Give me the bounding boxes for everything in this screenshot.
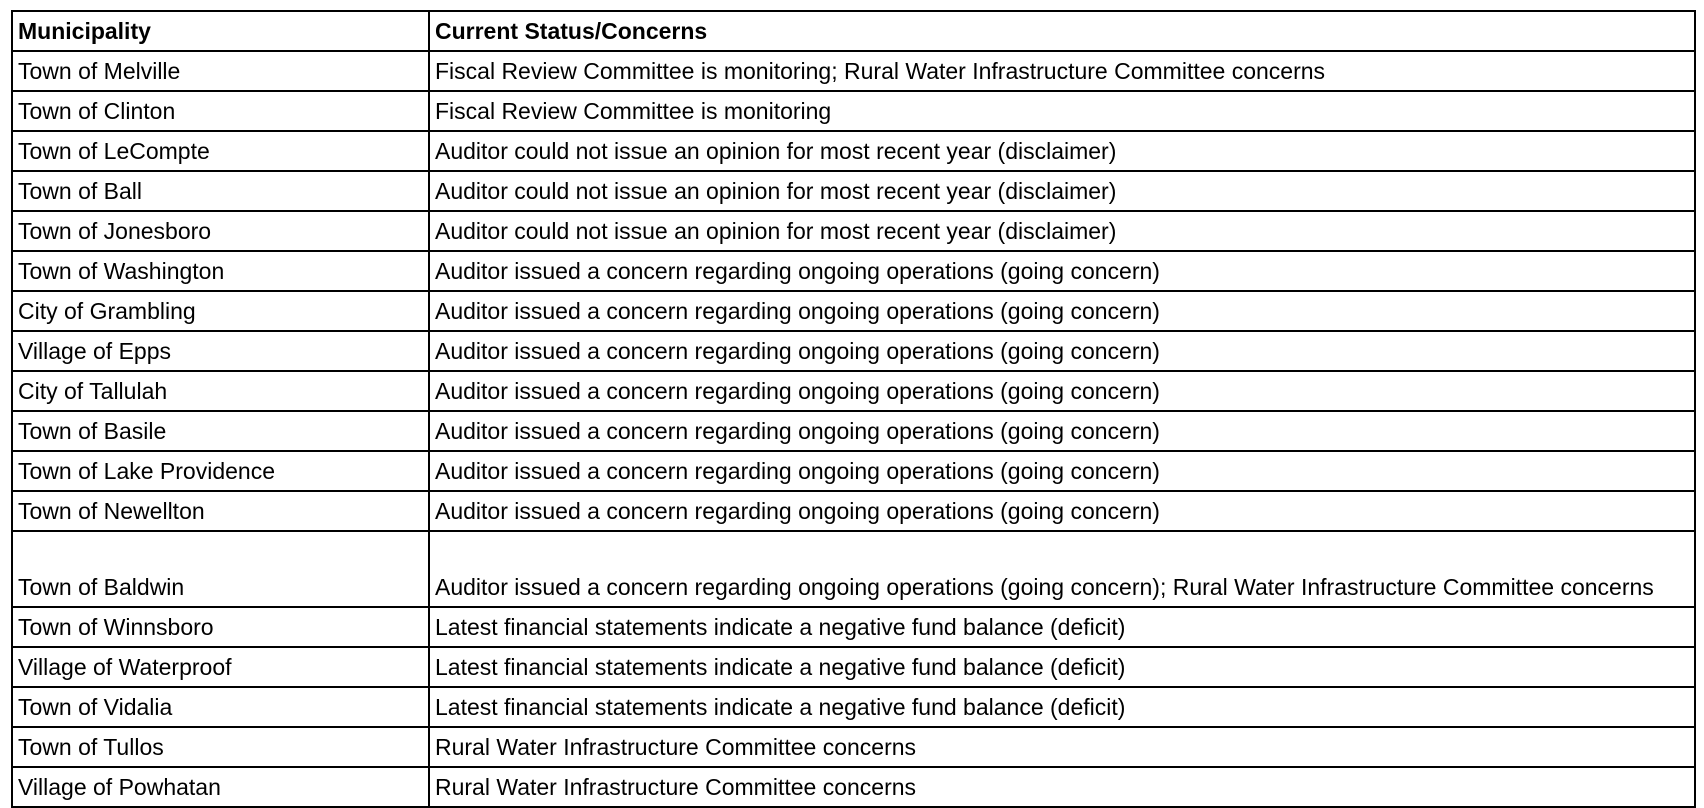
- table-row: [12, 491, 1695, 531]
- municipality-status-table-container: [11, 10, 1696, 808]
- table-row: [12, 647, 1695, 687]
- status-cell: Rural Water Infrastructure Committee concerns: [429, 767, 1695, 807]
- municipality-cell: City of Tallulah: [12, 371, 429, 411]
- table-row: [12, 371, 1695, 411]
- municipality-cell: Town of Newellton: [12, 491, 429, 531]
- status-cell: Auditor issued a concern regarding ongoing operations (going concern): [429, 411, 1695, 451]
- status-cell: Auditor issued a concern regarding ongoing operations (going concern): [429, 251, 1695, 291]
- table-row: [12, 531, 1695, 607]
- municipality-cell: Village of Epps: [12, 331, 429, 371]
- status-cell: Auditor issued a concern regarding ongoing operations (going concern): [429, 371, 1695, 411]
- municipality-cell: Town of Clinton: [12, 91, 429, 131]
- municipality-cell: Town of Tullos: [12, 727, 429, 767]
- status-cell: Auditor could not issue an opinion for most recent year (disclaimer): [429, 171, 1695, 211]
- municipality-cell: Village of Powhatan: [12, 767, 429, 807]
- status-cell: Fiscal Review Committee is monitoring: [429, 91, 1695, 131]
- municipality-cell: Town of Jonesboro: [12, 211, 429, 251]
- table-row: [12, 607, 1695, 647]
- municipality-status-table: [11, 10, 1696, 808]
- header-municipality: Municipality: [12, 11, 429, 51]
- table-row: [12, 211, 1695, 251]
- table-row: [12, 291, 1695, 331]
- table-row: [12, 727, 1695, 767]
- table-row: [12, 331, 1695, 371]
- table-row: [12, 687, 1695, 727]
- status-cell: Auditor issued a concern regarding ongoing operations (going concern): [429, 491, 1695, 531]
- status-cell: Auditor could not issue an opinion for most recent year (disclaimer): [429, 131, 1695, 171]
- table-row: [12, 91, 1695, 131]
- table-body: [12, 51, 1695, 807]
- status-cell: Auditor issued a concern regarding ongoing operations (going concern): [429, 291, 1695, 331]
- table-row: [12, 451, 1695, 491]
- municipality-cell: Town of LeCompte: [12, 131, 429, 171]
- municipality-cell: Village of Waterproof: [12, 647, 429, 687]
- table-row: [12, 171, 1695, 211]
- status-cell: Auditor could not issue an opinion for most recent year (disclaimer): [429, 211, 1695, 251]
- status-cell: Rural Water Infrastructure Committee concerns: [429, 727, 1695, 767]
- table-row: [12, 767, 1695, 807]
- municipality-cell: Town of Winnsboro: [12, 607, 429, 647]
- table-row: [12, 411, 1695, 451]
- municipality-cell: Town of Ball: [12, 171, 429, 211]
- status-cell: Auditor issued a concern regarding ongoing operations (going concern): [429, 331, 1695, 371]
- status-cell: Latest financial statements indicate a negative fund balance (deficit): [429, 607, 1695, 647]
- table-row: [12, 251, 1695, 291]
- municipality-cell: City of Grambling: [12, 291, 429, 331]
- header-row: [12, 11, 1695, 51]
- municipality-cell: Town of Basile: [12, 411, 429, 451]
- status-cell: Auditor issued a concern regarding ongoing operations (going concern): [429, 451, 1695, 491]
- status-cell: Latest financial statements indicate a negative fund balance (deficit): [429, 687, 1695, 727]
- status-cell: Fiscal Review Committee is monitoring; Rural Water Infrastructure Committee concerns: [429, 51, 1695, 91]
- header-status: Current Status/Concerns: [429, 11, 1695, 51]
- municipality-cell: Town of Baldwin: [12, 531, 429, 607]
- municipality-cell: Town of Lake Providence: [12, 451, 429, 491]
- table-row: [12, 131, 1695, 171]
- municipality-cell: Town of Vidalia: [12, 687, 429, 727]
- status-cell: Auditor issued a concern regarding ongoing operations (going concern); Rural Water Infrastructure Committee concerns: [429, 531, 1695, 607]
- municipality-cell: Town of Washington: [12, 251, 429, 291]
- table-row: [12, 51, 1695, 91]
- municipality-cell: Town of Melville: [12, 51, 429, 91]
- status-cell: Latest financial statements indicate a negative fund balance (deficit): [429, 647, 1695, 687]
